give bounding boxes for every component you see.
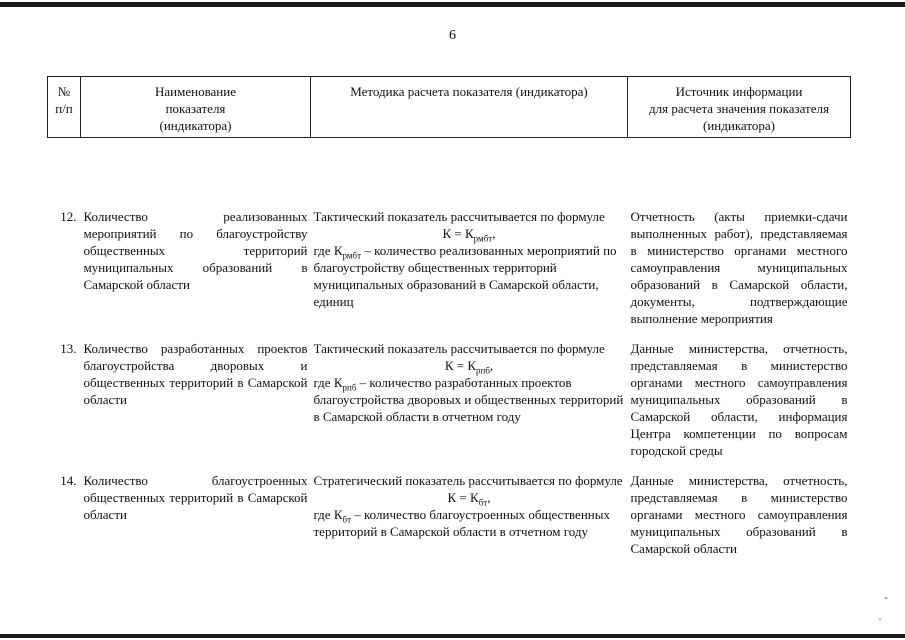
- formula: $К = К_{бт}$,: [447, 490, 491, 508]
- header-name: Наименование показателя (индикатора): [81, 77, 311, 138]
- information-source: Данные министерства, отчетность, представляемая в министерство органами местного самоуправления муниципальных образований в Самарской области: [630, 473, 848, 556]
- method-intro: Стратегический показатель рассчитывается по формуле: [313, 473, 623, 488]
- formula: $К = К_{рпб}$,: [444, 358, 494, 376]
- header-source: Источник информации для расчета значения показателя (индикатора): [628, 77, 851, 138]
- scan-mark: ·: [878, 612, 882, 626]
- information-source: Отчетность (акты приемки-сдачи выполненных работ), представляемая в министерство органами местного самоуправления муниципальных образований в Самарской области, документы, подтверждающие выполнение мероприятия: [630, 209, 848, 326]
- information-source: Данные министерства, отчетность, представляемая в министерство органами местного самоуправления муниципальных образований в Самарской области, информация Центра компетенции по вопросам городской среды: [630, 341, 848, 458]
- method-definition: где $К_{бт}$ – количество благоустроенных общественных территорий в Самарской области в отчетном году: [313, 507, 610, 539]
- method-definition: где $К_{рпб}$ – количество разработанных проектов благоустройства дворовых и общественных территорий в Самарской области в отчетном году: [313, 375, 624, 424]
- top-rule: [0, 2, 905, 7]
- table-row: [48, 459, 851, 557]
- indicator-name: Количество разработанных проектов благоустройства дворовых и общественных территорий в Самарской области: [83, 341, 308, 407]
- bottom-rule: [0, 634, 905, 638]
- row-number: 13.: [60, 341, 77, 356]
- indicator-name: Количество реализованных мероприятий по благоустройству общественных территорий муниципальных образований в Самарской области: [83, 209, 308, 292]
- table-header-row: [48, 77, 851, 138]
- indicator-table: [47, 76, 851, 557]
- row-number: 14.: [60, 473, 77, 488]
- table-row: [48, 138, 851, 328]
- calculation-method: [311, 138, 628, 328]
- table-row: [48, 327, 851, 459]
- indicator-name: Количество благоустроенных общественных территорий в Самарской области: [83, 473, 308, 522]
- page-number: 6: [449, 28, 456, 43]
- header-number: № п/п: [48, 77, 81, 138]
- method-definition: где $К_{рмбт}$ – количество реализованных мероприятий по благоустройству общественных территорий муниципальных образований в Самарской области, единиц: [313, 243, 617, 309]
- method-intro: Тактический показатель рассчитывается по формуле: [313, 209, 605, 224]
- method-intro: Тактический показатель рассчитывается по формуле: [313, 341, 605, 356]
- scan-mark: -: [884, 590, 888, 604]
- calculation-method: [311, 459, 628, 557]
- formula: $К = К_{рмбт}$,: [442, 226, 496, 244]
- row-number: 12.: [60, 209, 77, 224]
- header-method: Методика расчета показателя (индикатора): [311, 77, 628, 138]
- calculation-method: [311, 327, 628, 459]
